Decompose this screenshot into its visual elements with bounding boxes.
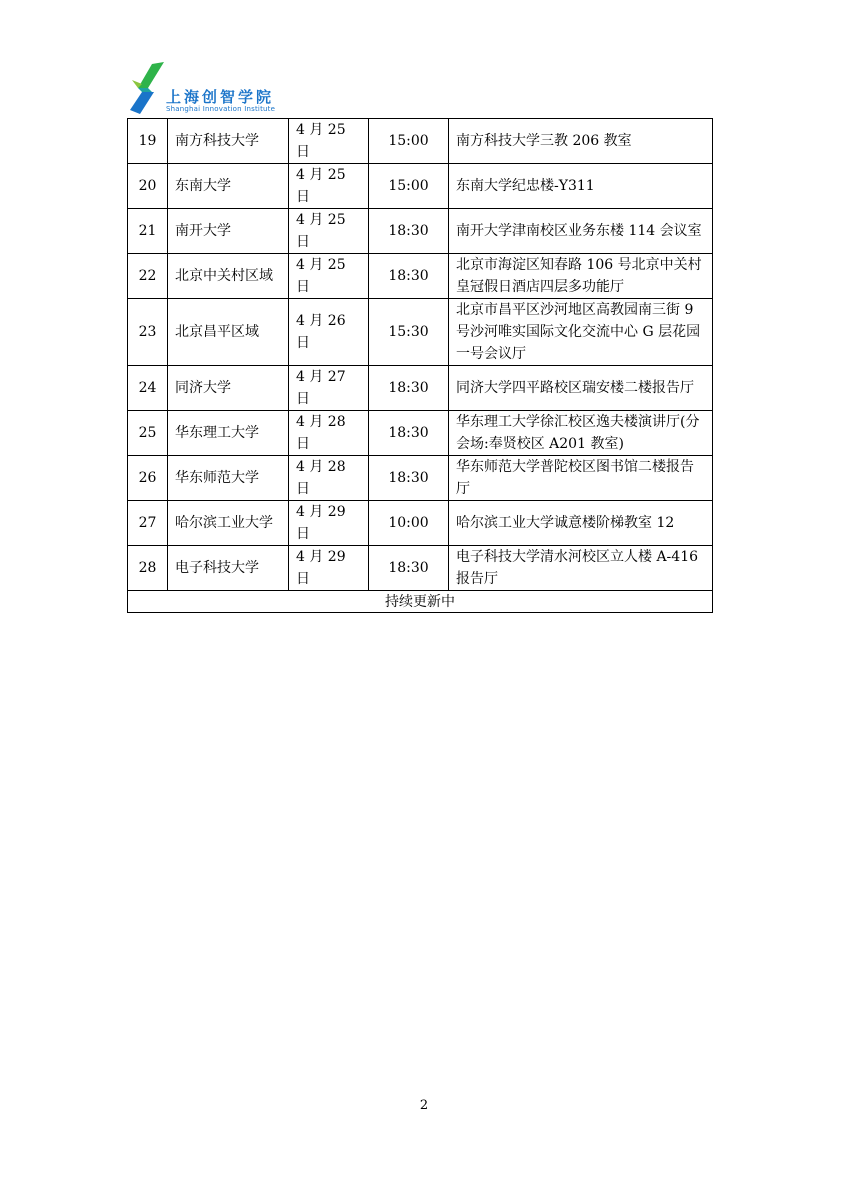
row-number: 26 — [128, 456, 168, 501]
table-row — [128, 456, 713, 501]
event-date: 4 月 29 日 — [289, 501, 369, 546]
table-row — [128, 209, 713, 254]
event-date: 4 月 29 日 — [289, 546, 369, 591]
event-date: 4 月 28 日 — [289, 456, 369, 501]
school-name: 北京中关村区域 — [168, 254, 289, 299]
event-time: 18:30 — [369, 254, 449, 299]
logo-name-en: Shanghai Innovation Institute — [166, 105, 276, 113]
event-date: 4 月 25 日 — [289, 209, 369, 254]
table-row — [128, 501, 713, 546]
venue: 南方科技大学三教 206 教室 — [449, 119, 713, 164]
event-time: 18:30 — [369, 366, 449, 411]
event-time: 15:00 — [369, 164, 449, 209]
venue: 电子科技大学清水河校区立人楼 A-416 报告厅 — [449, 546, 713, 591]
school-name: 哈尔滨工业大学 — [168, 501, 289, 546]
institute-logo — [130, 62, 330, 116]
event-time: 18:30 — [369, 209, 449, 254]
venue: 东南大学纪忠楼-Y311 — [449, 164, 713, 209]
school-name: 东南大学 — [168, 164, 289, 209]
event-time: 15:30 — [369, 299, 449, 366]
school-name: 南开大学 — [168, 209, 289, 254]
table-row — [128, 411, 713, 456]
venue: 南开大学津南校区业务东楼 114 会议室 — [449, 209, 713, 254]
table-footer-note: 持续更新中 — [128, 591, 713, 613]
table-row — [128, 366, 713, 411]
event-date: 4 月 25 日 — [289, 164, 369, 209]
school-name: 南方科技大学 — [168, 119, 289, 164]
event-time: 18:30 — [369, 456, 449, 501]
row-number: 25 — [128, 411, 168, 456]
row-number: 20 — [128, 164, 168, 209]
row-number: 24 — [128, 366, 168, 411]
event-date: 4 月 25 日 — [289, 254, 369, 299]
row-number: 28 — [128, 546, 168, 591]
table-row — [128, 299, 713, 366]
venue: 哈尔滨工业大学诚意楼阶梯教室 12 — [449, 501, 713, 546]
logo-name-cn: 上海创智学院 — [166, 88, 275, 106]
venue: 北京市海淀区知春路 106 号北京中关村皇冠假日酒店四层多功能厅 — [449, 254, 713, 299]
school-name: 电子科技大学 — [168, 546, 289, 591]
event-date: 4 月 26 日 — [289, 299, 369, 366]
event-time: 10:00 — [369, 501, 449, 546]
schedule-table — [127, 118, 713, 613]
venue: 华东理工大学徐汇校区逸夫楼演讲厅(分会场:奉贤校区 A201 教室) — [449, 411, 713, 456]
row-number: 21 — [128, 209, 168, 254]
row-number: 19 — [128, 119, 168, 164]
event-time: 18:30 — [369, 546, 449, 591]
row-number: 22 — [128, 254, 168, 299]
venue: 华东师范大学普陀校区图书馆二楼报告厅 — [449, 456, 713, 501]
row-number: 27 — [128, 501, 168, 546]
event-date: 4 月 27 日 — [289, 366, 369, 411]
event-time: 15:00 — [369, 119, 449, 164]
school-name: 北京昌平区域 — [168, 299, 289, 366]
table-row — [128, 254, 713, 299]
event-time: 18:30 — [369, 411, 449, 456]
table-row — [128, 546, 713, 591]
row-number: 23 — [128, 299, 168, 366]
event-date: 4 月 28 日 — [289, 411, 369, 456]
school-name: 华东理工大学 — [168, 411, 289, 456]
table-footer-row — [128, 591, 713, 613]
school-name: 华东师范大学 — [168, 456, 289, 501]
table-row — [128, 164, 713, 209]
school-name: 同济大学 — [168, 366, 289, 411]
venue: 同济大学四平路校区瑞安楼二楼报告厅 — [449, 366, 713, 411]
event-date: 4 月 25 日 — [289, 119, 369, 164]
page-number: 2 — [419, 1098, 429, 1113]
table-row — [128, 119, 713, 164]
venue: 北京市昌平区沙河地区高教园南三街 9 号沙河唯实国际文化交流中心 G 层花园一号会议厅 — [449, 299, 713, 366]
logo-mark-icon — [130, 62, 166, 116]
